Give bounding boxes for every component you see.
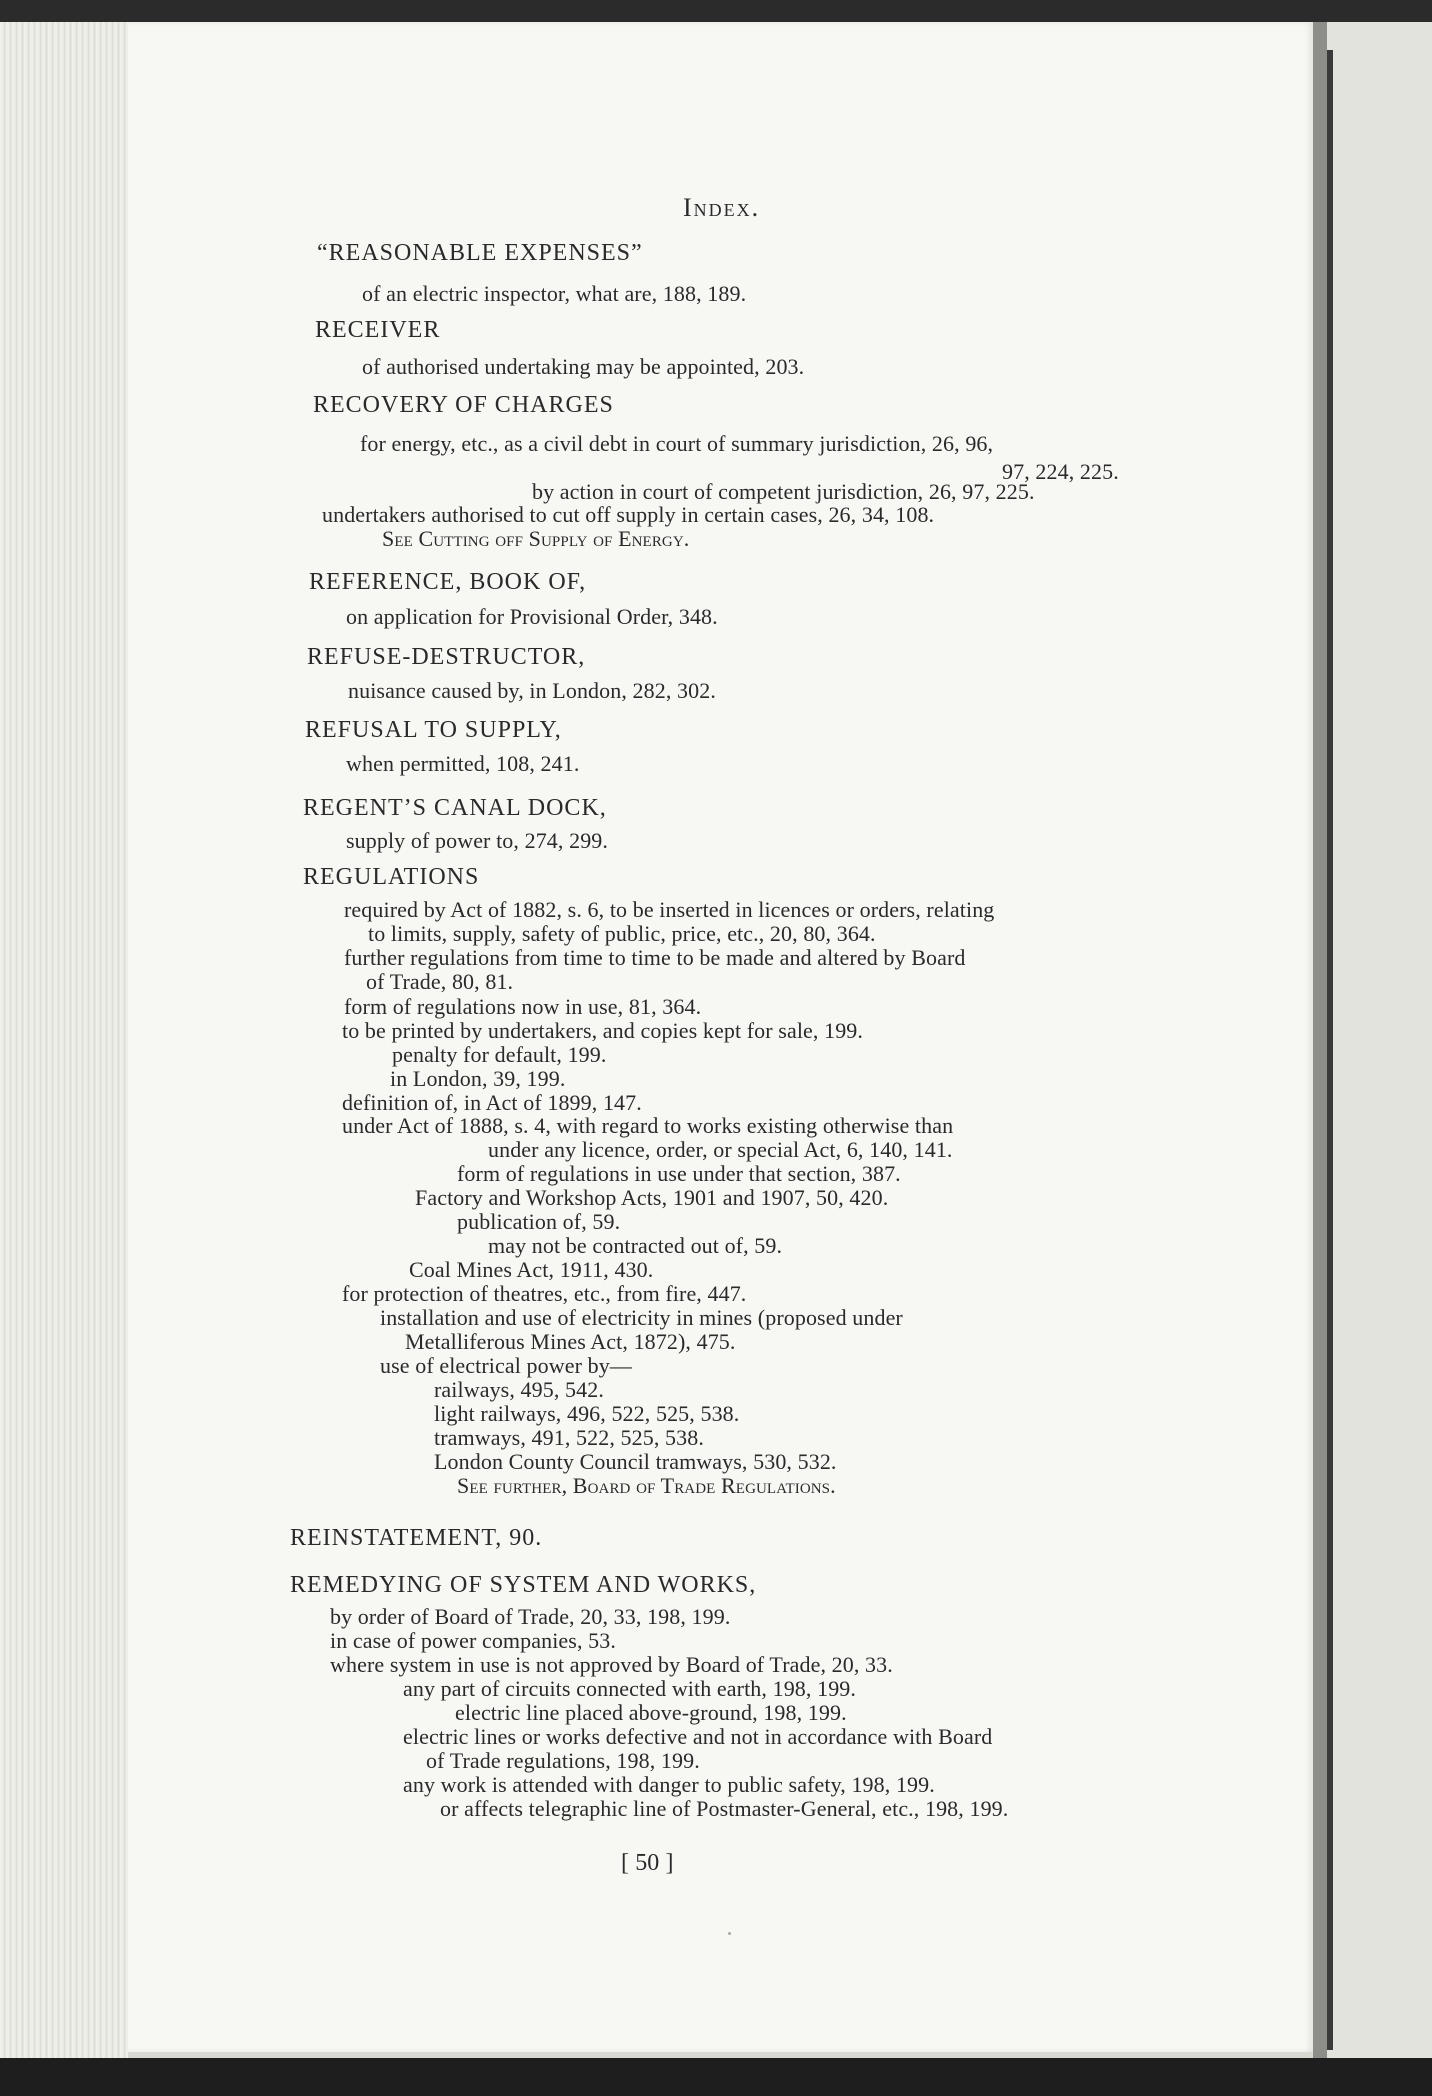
index-line: of authorised undertaking may be appointed, 203. <box>362 354 805 379</box>
index-line: or affects telegraphic line of Postmaster-General, etc., 198, 199. <box>440 1796 1009 1821</box>
book-page-edges <box>0 22 128 2058</box>
index-line: London County Council tramways, 530, 532. <box>434 1449 837 1474</box>
index-line: form of regulations in use under that section, 387. <box>457 1161 901 1186</box>
page-number: [ 50 ] <box>621 1850 674 1876</box>
index-line: in London, 39, 199. <box>390 1066 566 1091</box>
index-line: electric line placed above-ground, 198, 199. <box>455 1700 847 1725</box>
index-line: where system in use is not approved by Board of Trade, 20, 33. <box>330 1652 893 1677</box>
index-line: tramways, 491, 522, 525, 538. <box>434 1425 704 1450</box>
scan-bottom-border <box>0 2058 1432 2096</box>
index-heading: REFUSE-DESTRUCTOR, <box>307 644 586 670</box>
index-heading: REMEDYING OF SYSTEM AND WORKS, <box>290 1572 757 1598</box>
index-line: further regulations from time to time to be made and altered by Board <box>344 945 966 970</box>
index-line: use of electrical power by— <box>380 1353 632 1378</box>
index-line: on application for Provisional Order, 348. <box>346 604 718 629</box>
paper-speck <box>728 1932 731 1935</box>
index-line: of Trade regulations, 198, 199. <box>426 1748 700 1773</box>
index-line: under any licence, order, or special Act, 6, 140, 141. <box>488 1137 953 1162</box>
index-line: for protection of theatres, etc., from fire, 447. <box>342 1281 747 1306</box>
index-heading: REINSTATEMENT, 90. <box>290 1525 543 1551</box>
facing-page-edge <box>1327 22 1432 2058</box>
index-line: when permitted, 108, 241. <box>346 751 580 776</box>
index-heading: “REASONABLE EXPENSES” <box>317 240 643 266</box>
index-heading: RECEIVER <box>315 317 441 343</box>
index-line: any work is attended with danger to public safety, 198, 199. <box>403 1772 935 1797</box>
index-heading: REGENT’S CANAL DOCK, <box>303 795 607 821</box>
index-line: See Cutting off Supply of Energy. <box>382 526 690 551</box>
index-line: to be printed by undertakers, and copies kept for sale, 199. <box>342 1018 864 1043</box>
index-line: 97, 224, 225. <box>1002 459 1119 484</box>
index-heading: RECOVERY OF CHARGES <box>313 392 614 418</box>
facing-page-shadow <box>1327 50 1333 2050</box>
index-line: penalty for default, 199. <box>392 1042 607 1067</box>
index-line: under Act of 1888, s. 4, with regard to works existing otherwise than <box>342 1113 954 1138</box>
index-heading: REFUSAL TO SUPPLY, <box>305 717 562 743</box>
index-line: by action in court of competent jurisdiction, 26, 97, 225. <box>532 479 1035 504</box>
index-line: railways, 495, 542. <box>434 1377 604 1402</box>
index-line: Metalliferous Mines Act, 1872), 475. <box>405 1329 736 1354</box>
index-line: Coal Mines Act, 1911, 430. <box>409 1257 654 1282</box>
index-line: for energy, etc., as a civil debt in court of summary jurisdiction, 26, 96, <box>360 431 994 456</box>
index-heading: REGULATIONS <box>303 864 480 890</box>
index-line: required by Act of 1882, s. 6, to be inserted in licences or orders, relating <box>344 897 995 922</box>
index-line: installation and use of electricity in mines (proposed under <box>380 1305 903 1330</box>
index-line: to limits, supply, safety of public, price, etc., 20, 80, 364. <box>368 921 876 946</box>
index-line: of Trade, 80, 81. <box>366 969 514 994</box>
index-line: by order of Board of Trade, 20, 33, 198, 199. <box>330 1604 731 1629</box>
index-line: undertakers authorised to cut off supply in certain cases, 26, 34, 108. <box>322 502 935 527</box>
index-line: See further, Board of Trade Regulations. <box>457 1473 836 1498</box>
index-line: nuisance caused by, in London, 282, 302. <box>348 678 716 703</box>
book-spine <box>1313 22 1327 2058</box>
index-line: Factory and Workshop Acts, 1901 and 1907, 50, 420. <box>415 1185 889 1210</box>
index-line: electric lines or works defective and not in accordance with Board <box>403 1724 993 1749</box>
index-heading: REFERENCE, BOOK OF, <box>309 569 587 595</box>
scan-top-border <box>0 0 1432 22</box>
index-line: of an electric inspector, what are, 188, 189. <box>362 281 747 306</box>
page-title: Index. <box>683 193 761 222</box>
index-line: publication of, 59. <box>457 1209 621 1234</box>
index-line: in case of power companies, 53. <box>330 1628 616 1653</box>
index-line: definition of, in Act of 1899, 147. <box>342 1090 642 1115</box>
index-line: any part of circuits connected with earth, 198, 199. <box>403 1676 856 1701</box>
index-line: form of regulations now in use, 81, 364. <box>344 994 702 1019</box>
index-line: supply of power to, 274, 299. <box>346 828 608 853</box>
index-line: light railways, 496, 522, 525, 538. <box>434 1401 740 1426</box>
index-line: may not be contracted out of, 59. <box>488 1233 783 1258</box>
